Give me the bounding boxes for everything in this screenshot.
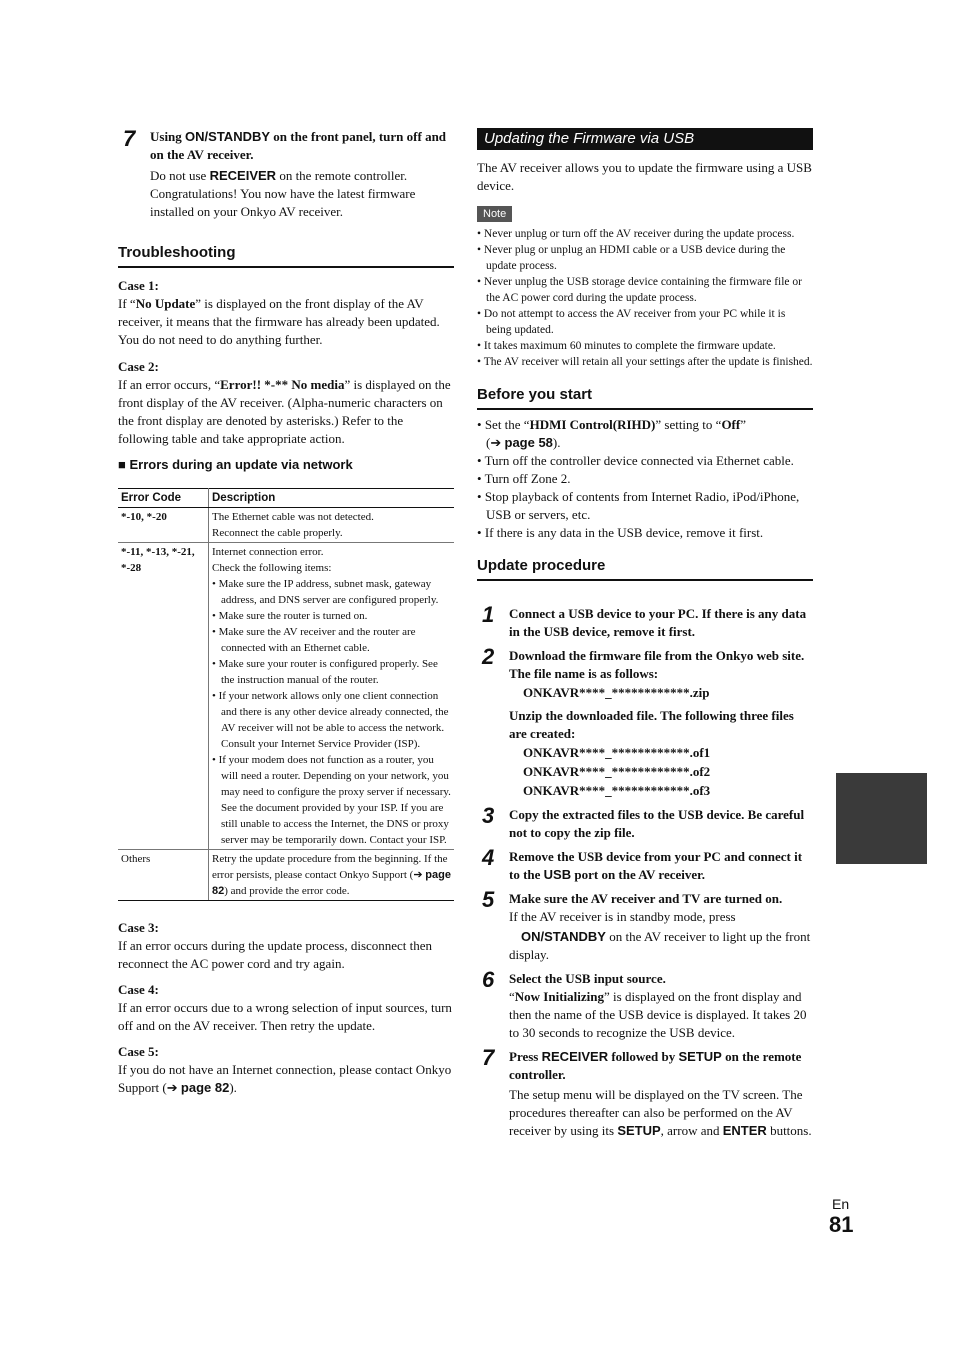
step-7-finish — [118, 128, 454, 221]
list-item: • Stop playback of contents from Internet Radio, iPod/iPhone, USB or servers, etc. — [477, 488, 813, 524]
step-number: 5 — [482, 887, 495, 912]
list-item: • Never unplug the USB storage device containing the firmware file or the AC power cord during the update process. — [477, 274, 813, 306]
case-1-label: Case 1: — [118, 278, 159, 293]
error-code-cell: Others — [118, 850, 209, 901]
description-cell: Internet connection error. Check the following items: • Make sure the IP address, subnet mask, gateway address, and DNS server are configured properly. • Make sure the router is turned on. • Make sure the AV receiver and the router are connected with an Ethernet cable. • Make sure your router is configured properly. See the instruction manual of the router. • If your network allows only one client connection and there is any other device already connected, the AV receiver will not be able to access the network. Consult your Internet Service Provider (ISP). • If your modem does not function as a router, you will need a router. Depending on your network, you may need to configure the proxy server if necessary. See the document provided by your ISP. If you are still unable to access the Internet, the DNS or proxy server may be temporarily down. Contact your ISP. — [209, 543, 455, 850]
page-link[interactable]: page 82 — [212, 869, 451, 897]
list-item: • Turn off the controller device connected via Ethernet cable. — [477, 452, 813, 470]
case-2-label: Case 2: — [118, 359, 159, 374]
check-list — [212, 576, 451, 848]
table-row — [118, 543, 454, 850]
description-cell: The Ethernet cable was not detected. Reconnect the cable properly. — [209, 508, 455, 543]
list-item: • Make sure the IP address, subnet mask, gateway address, and DNS server are configured properly. — [212, 576, 451, 608]
arrow-right-icon: ➔ — [413, 869, 423, 881]
step-number: 1 — [482, 602, 495, 627]
case-4-label: Case 4: — [118, 982, 159, 997]
list-item: • The AV receiver will retain all your settings after the update is finished. — [477, 354, 813, 370]
zip-filename: ONKAVR****_************.zip — [523, 685, 710, 700]
step-number: 7 — [123, 126, 136, 151]
case-3-text: If an error occurs during the update process, disconnect then reconnect the AC power cord and try again. — [118, 938, 433, 971]
step-congrats: Congratulations! You now have the latest firmware installed on your Onkyo AV receiver. — [150, 186, 416, 219]
case-2-text: If an error occurs, “Error!! *-** No media” is displayed on the front display of the AV receiver. (Alpha-numeric characters on the front display are denoted by asterisks.) Refer to the following table and take appropriate action. — [118, 377, 451, 446]
update-procedure-heading: Update procedure — [477, 556, 813, 581]
step-number: 6 — [482, 967, 495, 992]
list-item: • Turn off Zone 2. — [477, 470, 813, 488]
right-column — [477, 128, 813, 1140]
list-item: • If there is any data in the USB device, remove it first. — [477, 524, 813, 542]
note-block — [477, 204, 813, 370]
case-5-text: If you do not have an Internet connection, please contact Onkyo Support (➔ page 82). — [118, 1062, 452, 1095]
case-3-label: Case 3: — [118, 920, 159, 935]
error-table — [118, 488, 454, 901]
list-item: • Never unplug or turn off the AV receiver during the update process. — [477, 226, 813, 242]
table-row — [118, 850, 454, 901]
list-item: • Do not attempt to access the AV receiver from your PC while it is being updated. — [477, 306, 813, 338]
step-number: 4 — [482, 845, 495, 870]
intro-text: The AV receiver allows you to update the firmware using a USB device. — [477, 160, 812, 193]
step-number: 7 — [482, 1045, 495, 1070]
step-number: 3 — [482, 803, 495, 828]
errors-subheading: ■ Errors during an update via network — [118, 457, 353, 472]
troubleshooting-heading: Troubleshooting — [118, 243, 454, 268]
step-1: 1 Connect a USB device to your PC. If there is any data in the USB device, remove it first. — [482, 602, 807, 639]
error-code-cell: *-10, *-20 — [118, 508, 209, 543]
list-item: • If your network allows only one client connection and there is any other device already connected, the AV receiver will not be able to access the network. Consult your Internet Service Provider (ISP). — [212, 688, 451, 752]
step-detail: Do not use RECEIVER on the remote controller. — [150, 168, 408, 183]
step-6: 6 Select the USB input source. “Now Initializing” is displayed on the front display and then the name of the USB device is displayed. It takes 20 to 30 seconds to recognize the USB device. — [482, 967, 807, 1040]
step-7: 7 Press RECEIVER followed by SETUP on the remote controller. The setup menu will be displayed on the TV screen. The procedures thereafter can also be performed on the AV receiver by using its SETUP, arrow and ENTER buttons. — [482, 1045, 812, 1138]
list-item: • Make sure the AV receiver and the router are connected with an Ethernet cable. — [212, 624, 451, 656]
arrow-right-icon: ➔ — [490, 435, 502, 450]
table-header-row — [118, 489, 454, 508]
list-item: • Make sure the router is turned on. — [212, 608, 451, 624]
step-4: 4 Remove the USB device from your PC and connect it to the USB port on the AV receiver. — [482, 845, 803, 882]
error-code-cell: *-11, *-13, *-21, *-28 — [118, 543, 209, 850]
extracted-filename: ONKAVR****_************.of1 — [523, 745, 711, 760]
step-5: 5 Make sure the AV receiver and TV are turned on. If the AV receiver is in standby mode, press ON/STANDBY on the AV receiver to light up the front display. — [482, 887, 811, 962]
page-link[interactable]: page 58 — [504, 435, 553, 450]
list-item: • If your modem does not function as a router, you will need a router. Depending on your network, you may need to configure the proxy server if necessary. See the document provided by your ISP. If you are still unable to access the Internet, the DNS or proxy server may be temporarily down. Contact your ISP. — [212, 752, 451, 848]
left-column — [118, 128, 454, 1097]
step-3: 3 Copy the extracted files to the USB device. Be careful not to copy the zip file. — [482, 803, 805, 840]
list-item: • It takes maximum 60 minutes to complete the firmware update. — [477, 338, 813, 354]
extracted-filename: ONKAVR****_************.of2 — [523, 764, 711, 779]
list-item: • Make sure your router is configured properly. See the instruction manual of the router. — [212, 656, 451, 688]
procedure-steps — [477, 602, 813, 1140]
column-header: Description — [209, 489, 455, 508]
list-item: • Set the “HDMI Control(RIHD)” setting to “Off” (➔ page 58). — [477, 416, 813, 452]
case-4-text: If an error occurs due to a wrong selection of input sources, turn off and on the AV receiver. Then retry the update. — [118, 1000, 452, 1033]
extracted-filename: ONKAVR****_************.of3 — [523, 783, 711, 798]
case-5-label: Case 5: — [118, 1044, 159, 1059]
description-cell: Retry the update procedure from the beginning. If the error persists, please contact Onkyo Support (➔ page 82) and provide the error code. — [209, 850, 455, 901]
page-link[interactable]: page 82 — [180, 1080, 230, 1095]
column-header: Error Code — [118, 489, 209, 508]
before-list — [477, 416, 813, 542]
case-1-text: If “No Update” is displayed on the front display of the AV receiver, it means that the firmware has already been updated. You do not need to do anything further. — [118, 296, 440, 347]
chapter-tab — [836, 773, 927, 864]
note-label: Note — [477, 206, 512, 222]
step-2: 2 Download the firmware file from the Onkyo web site. The file name is as follows: ONKAVR****_************.zip Unzip the downloaded file. The following three files are created: ONKAVR****_************.of1 ONKAVR****_************.of2 ONKAVR****_************.of3 — [477, 647, 813, 800]
note-list — [477, 226, 813, 370]
page-number: 81 — [829, 1212, 854, 1237]
section-banner: Updating the Firmware via USB — [477, 128, 813, 150]
step-number: 2 — [482, 644, 495, 669]
language-label: En — [832, 1196, 850, 1212]
table-row — [118, 508, 454, 543]
square-bullet-icon: ■ — [118, 457, 126, 472]
step-instruction: Using ON/STANDBY on the front panel, turn off and on the AV receiver. — [150, 129, 447, 162]
list-item: • Never plug or unplug an HDMI cable or a USB device during the update process. — [477, 242, 813, 274]
before-you-start-heading: Before you start — [477, 385, 813, 410]
arrow-right-icon: ➔ — [166, 1080, 178, 1095]
